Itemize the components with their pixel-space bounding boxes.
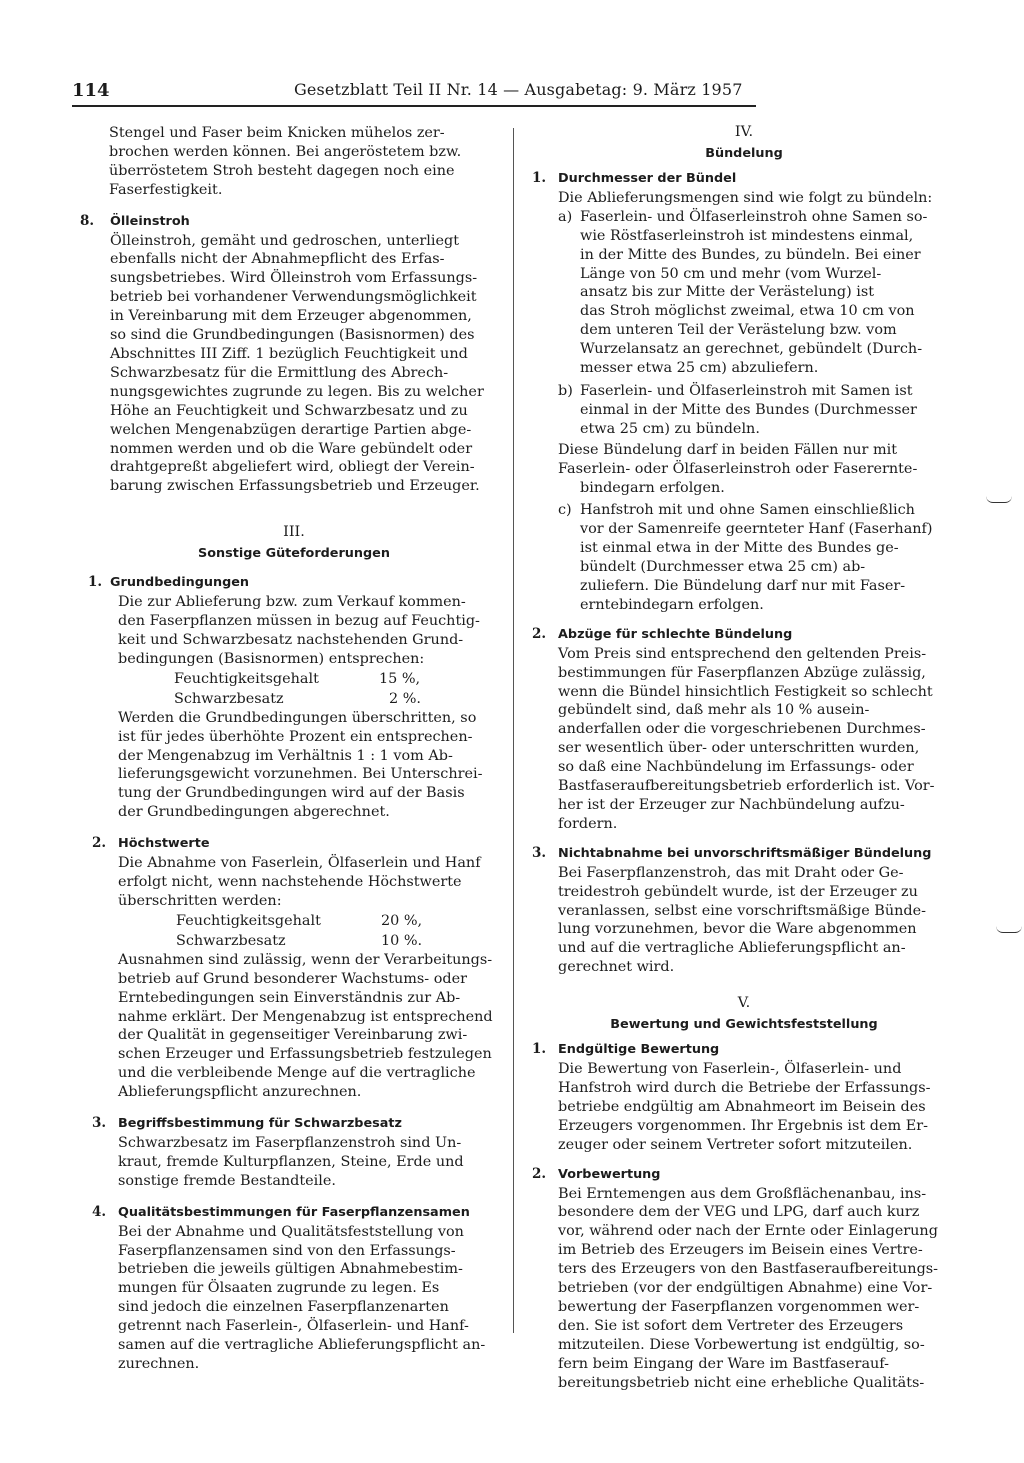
text-line: Wurzelansatz an gerechnet, gebündelt (Durch- [580,341,923,358]
text-line: mungen für Ölsaaten zugrunde zu legen. Es [118,1280,440,1297]
table-row [174,669,508,689]
text-line: fern beim Eingang der Ware im Bastfaserauf- [558,1355,889,1372]
text-line: betrieben (vor der endgültigen Abnahme) eine Vor- [558,1280,933,1297]
text-line: messer etwa 25 cm) abzuliefern. [580,360,819,377]
item-body [532,864,956,977]
item-body [532,189,956,615]
text-line: samen auf die vertragliche Ablieferungspflicht an- [118,1337,486,1354]
text-line: das Stroh möglichst zweimal, etwa 10 cm von [580,303,915,320]
section-number: IV. [734,124,754,140]
table-label: Schwarzbesatz [176,932,286,949]
sub-item-a [558,208,956,378]
section-4-heading [532,124,956,161]
margin-mark [986,496,1012,503]
page-number: 114 [72,80,110,101]
table-row [176,931,508,951]
item-number: 1. [532,170,547,186]
text-line: zurechnen. [118,1355,200,1372]
item-body [532,1060,956,1155]
text-line: schen Erzeuger und Erfassungsbetrieb festzulegen [118,1046,492,1063]
text-line: und die verbleibende Menge auf die vertragliche [118,1065,476,1082]
text-line: Faserlein- und Ölfaserleinstroh mit Samen ist [580,382,913,399]
text-line: getrennt nach Faserlein-, Ölfaserlein- und Hanf- [118,1318,469,1335]
text-line: treidestroh gebündelt wurde, ist der Erzeuger zu [558,883,918,900]
text-line: den. Sie ist sofort dem Vertreter des Erzeugers [558,1317,904,1334]
text-line: so sind die Grundbedingungen (Basisnormen) des [110,327,475,344]
text-line: her ist der Erzeuger zur Nachbündelung aufzu- [558,797,905,813]
s3-item-1 [80,573,508,822]
s3-item-2 [80,834,508,1102]
text-line: sind jedoch die einzelnen Faserpflanzenarten [118,1299,449,1316]
text-line: Bei Erntemengen aus dem Großflächenanbau, ins- [558,1185,927,1202]
text-line: welchen Mengenabzügen derartige Partien abge- [110,421,472,438]
text-line: ebenfalls nicht der Abnahmepflicht des Erfas- [110,251,445,268]
text-line: so daß eine Nachbündelung im Erfassungs- oder [558,759,914,776]
item-heading [92,1114,508,1134]
text-line: Stengel und Faser beim Knicken mühelos zer- [109,125,445,141]
item-title: Abzüge für schlechte Bündelung [558,626,793,642]
section-number: III. [283,524,305,541]
text-line: in Vereinbarung mit dem Erzeuger abgenommen, [110,308,472,325]
sub-item-text [580,208,956,378]
text-line: kraut, fremde Kulturpflanzen, Steine, Erde und [118,1153,464,1170]
text-line: bindegarn erfolgen. [580,479,725,496]
text-line: erntebindegarn erfolgen. [580,596,764,613]
s3-item-3 [80,1114,508,1191]
table-value: 10 %. [381,932,423,949]
text-line: ist einmal etwa in der Mitte des Bundes ge- [580,540,899,557]
text-line: bereitungsbetrieb nicht eine erhebliche Qualitäts- [558,1374,925,1391]
text-line: Erzeugers vorgenommen. Ihr Ergebnis ist dem Er- [558,1117,928,1134]
text-line: besondere dem der VEG und LPG, darf auch kurz [558,1204,920,1221]
text-line: mitzuteilen. Diese Vorbewertung ist endgültig, so- [558,1336,925,1353]
text-line: Faserfestigkeit. [109,181,223,198]
text-line: Abschnittes III Ziff. 1 bezüglich Feuchtigkeit und [110,345,468,362]
item-title: Höchstwerte [118,836,210,852]
item-heading [532,1040,956,1060]
item-body [532,1185,956,1393]
item-title: Grundbedingungen [110,575,250,591]
table-value: 15 %, [379,670,421,687]
text-line: barung zwischen Erfassungsbetrieb und Erzeuger. [110,478,480,495]
s5-item-2 [532,1165,956,1393]
text-line: Faserlein- oder Ölfaserleinstroh oder Faserernte- [558,460,918,477]
item-number: 4. [92,1203,107,1220]
text-line: Bastfaseraufbereitungsbetrieb erforderlich ist. Vor- [558,778,935,795]
text-line: betriebe endgültig am Abnahmeort im Beisein des [558,1098,926,1115]
sub-item-c [558,501,956,614]
left-column [80,124,508,1374]
item-body [532,645,956,834]
text-line: sonstige fremde Bestandteile. [118,1172,336,1189]
table-row [174,689,508,709]
text-line: etwa 25 cm) zu bündeln. [580,420,760,437]
item-body [80,593,508,822]
text-line: vor, während oder nach der Ernte oder Einlagerung [558,1223,938,1240]
text-line: zeuger oder seinem Vertreter sofort mitzuteilen. [558,1136,913,1153]
section-title: Sonstige Güteforderungen [198,546,390,562]
table-label: Feuchtigkeitsgehalt [174,670,319,687]
text-line: dem unteren Teil der Verästelung bzw. vom [580,322,897,339]
s3-item-4 [80,1203,508,1374]
text-line: im Betrieb des Erzeugers im Beisein eines Vertre- [558,1242,923,1259]
text-line: gerechnet wird. [558,959,675,976]
text-line: Ablieferungspflicht anzurechnen. [118,1084,362,1101]
text-line: erfolgt nicht, wenn nachstehende Höchstwerte [118,874,462,890]
text-line: den Faserpflanzen müssen in bezug auf Feuchtig- [118,613,480,630]
table-value: 20 %, [381,912,423,929]
item-heading [532,1165,956,1185]
text-line: Diese Bündelung darf in beiden Fällen nur mit [558,441,897,458]
table-row [176,911,508,931]
section-number: V. [737,995,751,1012]
text-line: Bei der Abnahme und Qualitätsfeststellung von [118,1223,464,1240]
text-line: anderfallen oder die vorgeschriebenen Durchmes- [558,721,926,738]
right-column [532,124,956,1392]
text-line: Faserpflanzensamen sind von den Erfassungs- [118,1242,456,1259]
item-body [80,232,508,497]
text-line: lung vorzunehmen, bevor die Ware abgenommen [558,921,917,938]
item-title: Vorbewertung [558,1166,661,1182]
text-line: wenn die Bündel hinsichtlich Festigkeit so schlecht [558,683,933,700]
item-number: 1. [88,574,103,591]
text-line: nommen werden und ob die Ware gebündelt oder [110,440,473,457]
item-title: Qualitätsbestimmungen für Faserpflanzensamen [118,1204,470,1220]
section-3-heading [80,524,508,561]
item-heading [92,834,508,854]
text-line: Die zur Ablieferung bzw. zum Verkauf kommen- [118,594,466,611]
sub-item-label: b) [558,382,573,399]
text-line: nahme erklärt. Der Mengenabzug ist entsprechend [118,1008,493,1025]
item-heading [80,212,508,232]
text-line: brochen werden können. Bei angeröstetem bzw. [109,143,462,160]
text-line: Länge von 50 cm und mehr (vom Wurzel- [580,265,882,282]
item-number: 2. [532,625,547,642]
text-line: drahtgepreßt abgeliefert wird, obliegt der Verein- [110,459,475,476]
item-title: Durchmesser der Bündel [558,171,737,186]
sub-item-label: a) [558,208,573,225]
margin-mark [996,926,1022,933]
text-line: vor der Samenreife geernteter Hanf (Faserhanf) [580,521,933,538]
text-line: betrieb bei vorhandener Verwendungsmöglichkeit [110,289,477,306]
text-line: bestimmungen für Faserpflanzen Abzüge zulässig, [558,664,926,681]
sub-item-text [580,501,956,614]
table-value: 2 %. [389,690,421,707]
text-line: Die Ablieferungsmengen sind wie folgt zu bündeln: [558,189,933,206]
text-line: gebündelt sind, daß mehr als 10 % ausein- [558,702,870,719]
item-title: Ölleinstroh [110,213,190,229]
item-heading [92,1203,508,1223]
text-line: der Mengenabzug im Verhältnis 1 : 1 vom Ab- [118,747,453,764]
table-label: Schwarzbesatz [174,690,284,707]
header-rule [72,105,756,107]
text-line: lieferungsgewicht vorzunehmen. Bei Unterschrei- [118,766,483,783]
sub-item-b [558,382,956,439]
text-line: Ölleinstroh, gemäht und gedroschen, unterliegt [110,232,459,249]
section-5-heading [532,995,956,1032]
item-number: 3. [92,1115,107,1132]
s4-item-3 [532,844,956,977]
item-heading [88,573,508,593]
text-line: Die Abnahme von Faserlein, Ölfaserlein und Hanf [118,855,481,872]
item-heading [532,844,956,864]
text-line: Bei Faserpflanzenstroh, das mit Draht oder Ge- [558,864,904,881]
item-body [80,1223,508,1374]
text-line: ansatz bis zur Mitte der Verästelung) ist [580,284,875,301]
item-number: 2. [532,1165,547,1182]
text-line: Werden die Grundbedingungen überschritten, so [118,709,477,726]
s4-item-1 [532,169,956,615]
text-line: wie Röstfaserleinstroh ist mindestens einmal, [580,227,914,244]
text-line: Ausnahmen sind zulässig, wenn der Verarbeitungs- [118,951,493,968]
text-line: der Qualität in gegenseitiger Vereinbarung zwi- [118,1027,468,1044]
text-line: in der Mitte des Bundes, zu bündeln. Bei einer [580,246,921,263]
text-line: ters des Erzeugers von den Bastfaseraufbereitungs- [558,1261,939,1278]
text-line: und auf die vertragliche Ablieferungspflicht an- [558,940,906,957]
text-line: der Grundbedingungen abgerechnet. [118,804,390,821]
text-line: Erntebedingungen sein Einverständnis zur Ab- [118,989,461,1006]
text-line: Schwarzbesatz im Faserpflanzenstroh sind Un- [118,1134,462,1151]
text-line: Faserlein- und Ölfaserleinstroh ohne Samen so- [580,208,928,225]
item-heading [532,625,956,645]
text-line: keit und Schwarzbesatz nachstehenden Grund- [118,631,464,648]
values-table [118,911,508,951]
text-line: veranlassen, selbst eine vorschriftsmäßige Bünde- [558,902,927,919]
text-line: ist für jedes überhöhte Prozent ein entsprechen- [118,728,473,745]
item-number: 1. [532,1041,547,1058]
section-title: Bündelung [705,146,783,161]
text-line: Vom Preis sind entsprechend den geltenden Preis- [558,645,927,662]
item-title: Begriffsbestimmung für Schwarzbesatz [118,1116,402,1132]
s4-item-2 [532,625,956,834]
text-line: fordern. [558,815,618,832]
intro-paragraph [80,124,508,200]
text-line: nungsgewichtes zugrunde zu legen. Bis zu welcher [110,383,484,400]
item-8 [80,212,508,497]
text-line: Schwarzbesatz für die Ermittlung des Abrech- [110,364,449,381]
text-line: bedingungen (Basisnormen) entsprechen: [118,650,425,667]
header-title: Gesetzblatt Teil II Nr. 14 — Ausgabetag: 9. März 1957 [294,80,743,99]
values-table [118,669,508,709]
text-line: Die Bewertung von Faserlein-, Ölfaserlein- und [558,1061,902,1078]
sub-item-text [580,382,956,439]
item-number: 8. [80,212,95,229]
item-body [80,1134,508,1191]
item-number: 2. [92,835,107,852]
text-line: betrieb auf Grund besonderer Wachstums- oder [118,970,467,987]
sub-item-label: c) [558,502,572,519]
text-line: betrieben die jeweils gültigen Abnahmebestim- [118,1261,463,1278]
text-line: ser wesentlich über- oder unterschritten wurden, [558,740,920,757]
text-line: Hanfstroh mit und ohne Samen einschließlich [580,502,915,519]
item-heading [532,169,956,189]
text-line: Höhe an Feuchtigkeit und Schwarzbesatz und zu [110,402,468,419]
item-number: 3. [532,844,547,861]
column-divider [513,128,514,1333]
text-line: einmal in der Mitte des Bundes (Durchmesser [580,401,917,418]
text-line: sungsbetriebes. Wird Ölleinstroh vom Erfassungs- [110,270,478,287]
item-title: Endgültige Bewertung [558,1042,720,1058]
item-body [80,854,508,1102]
text-line: überröstetem Stroh besteht dagegen noch eine [109,162,455,179]
text-line: Hanfstroh wird durch die Betriebe der Erfassungs- [558,1079,931,1096]
text-line: bündelt (Durchmesser etwa 25 cm) ab- [580,559,866,576]
section-title: Bewertung und Gewichtsfeststellung [610,1017,878,1033]
text-line: bewertung der Faserpflanzen vorgenommen wer- [558,1298,920,1315]
item-title: Nichtabnahme bei unvorschriftsmäßiger Bündelung [558,845,932,861]
table-label: Feuchtigkeitsgehalt [176,912,321,929]
s5-item-1 [532,1040,956,1154]
text-line: tung der Grundbedingungen wird auf der Basis [118,785,465,802]
text-line: zuliefern. Die Bündelung darf nur mit Faser- [580,578,906,595]
text-line: überschritten werden: [118,892,282,909]
